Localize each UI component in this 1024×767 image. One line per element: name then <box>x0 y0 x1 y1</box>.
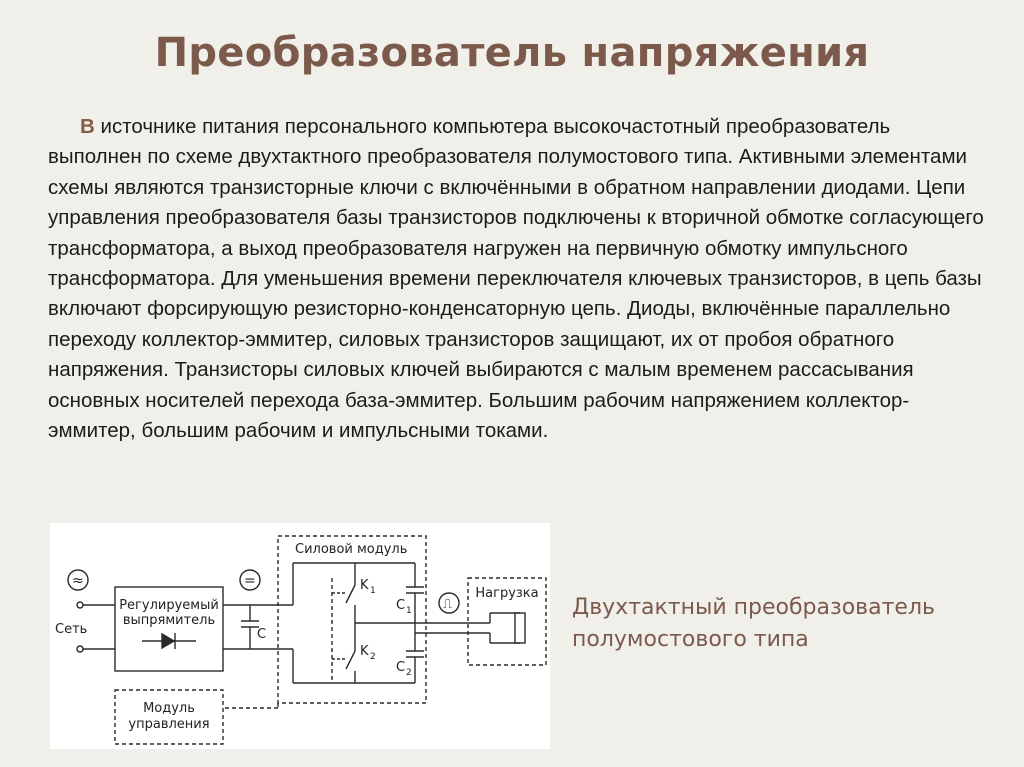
control-module-label-line2: управления <box>128 717 210 732</box>
circuit-diagram <box>50 523 550 749</box>
dc-symbol: = <box>244 573 256 589</box>
capacitor-c2-label: C <box>396 660 406 675</box>
capacitor-c1-label: C <box>396 598 406 613</box>
capacitor-c1-subscript: 1 <box>406 606 412 616</box>
load-label: Нагрузка <box>475 586 539 601</box>
switch-k2-icon <box>346 651 355 669</box>
switch-k1-icon <box>346 585 355 603</box>
paragraph-text: источнике питания персонального компьютера высокочастотный преобразователь выполнен по схеме двухтактного преобразователя полумостового типа. Активными элементами схемы являются транзисторные ключи с включёнными в обратном направлении диодами. Цепи управления преобразователя базы транзисторов подключены к вторичной обмотке согласующего трансформатора, а выход преобразователя нагружен на первичную обмотку импульсного трансформатора. Для уменьшения времени переключателя ключевых транзисторов, в цепь базы включают форсирующую резисторно-конденсаторную цепь. Диоды, включённые параллельно переходу коллектор-эммитер, силовых транзисторов защищают, их от пробоя обратного напряжения. Транзисторы силовых ключей выбираются с малым временем рассасывания основных носителей перехода база-эммитер. Большим рабочим напряжением коллектор-эммитер, большим рабочим и импульсными токами. <box>48 115 984 443</box>
capacitor-c2-subscript: 2 <box>406 668 412 678</box>
capacitor-c-label: C <box>257 627 267 642</box>
key-k1-subscript: 1 <box>370 586 376 596</box>
ac-symbol: ≈ <box>72 573 84 589</box>
rectifier-label-line1: Регулируемый <box>119 598 219 613</box>
network-label: Сеть <box>55 622 88 637</box>
key-k2-subscript: 2 <box>370 652 376 662</box>
diagram-caption <box>572 592 1012 656</box>
paragraph-first-letter: В <box>80 115 95 138</box>
key-k2-label: K <box>360 644 369 659</box>
key-k1-label: K <box>360 578 369 593</box>
control-module-label-line1: Модуль <box>143 701 195 716</box>
rectifier-label-line2: выпрямитель <box>122 613 216 628</box>
load-resistor <box>515 613 525 643</box>
body-paragraph <box>48 112 988 446</box>
power-module-label: Силовой модуль <box>295 542 408 557</box>
pulse-symbol: ⎍ <box>443 597 453 612</box>
slide-title: Преобразователь напряжения <box>154 30 870 76</box>
power-module-frame <box>278 536 426 703</box>
diode-icon <box>162 634 174 648</box>
caption-line-2: полумостового типа <box>572 627 809 652</box>
caption-line-1: Двухтактный преобразователь <box>572 595 935 620</box>
